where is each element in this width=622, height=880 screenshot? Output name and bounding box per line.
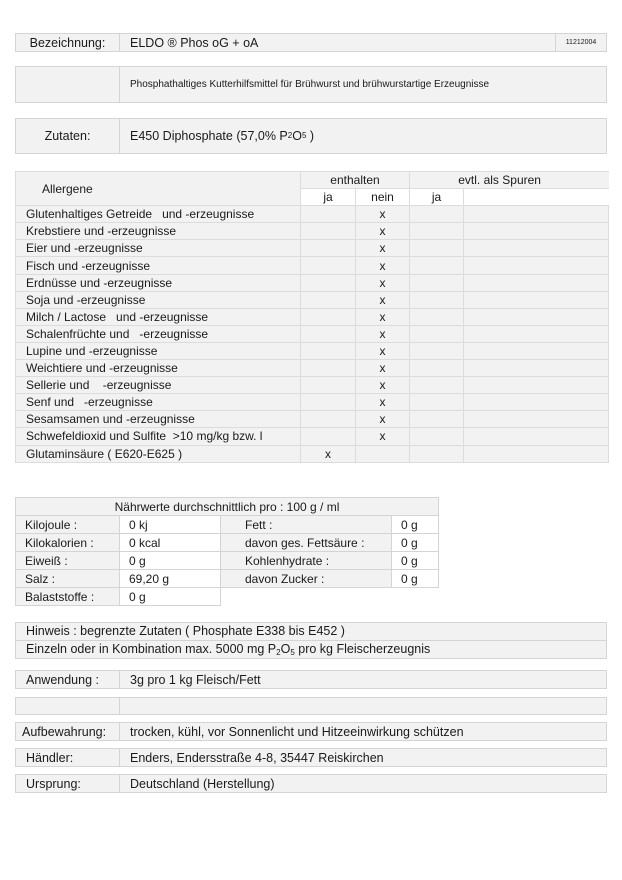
allergen-contained-no: x bbox=[356, 240, 410, 257]
allergen-contained-no: x bbox=[356, 274, 410, 291]
allergen-extra bbox=[464, 428, 609, 445]
allergen-name: Schwefeldioxid und Sulfite >10 mg/kg bzw. l bbox=[16, 428, 301, 445]
allergen-row bbox=[16, 308, 609, 325]
allergen-name: Erdnüsse und -erzeugnisse bbox=[16, 274, 301, 291]
usage-label: Anwendung : bbox=[16, 671, 120, 688]
allergen-traces-yes bbox=[410, 394, 464, 411]
group-traces bbox=[410, 172, 609, 189]
nutrition-label: Salz : bbox=[16, 570, 120, 588]
allergen-name: Sellerie und -erzeugnisse bbox=[16, 377, 301, 394]
hint-text: Einzeln oder in Kombination max. 5000 mg P bbox=[26, 642, 277, 656]
allergen-traces-yes bbox=[410, 411, 464, 428]
storage-row bbox=[15, 722, 607, 741]
allergen-contained-yes bbox=[301, 308, 356, 325]
allergen-contained-no: x bbox=[356, 342, 410, 359]
ingredients-text-mid: O bbox=[292, 129, 302, 143]
allergen-row bbox=[16, 291, 609, 308]
product-description: Phosphathaltiges Kutterhilfsmittel für Brühwurst und brühwurstartige Erzeugnisse bbox=[130, 79, 490, 90]
empty-row bbox=[15, 697, 607, 715]
allergen-contained-yes bbox=[301, 342, 356, 359]
allergen-contained-no: x bbox=[356, 411, 410, 428]
allergen-traces-yes bbox=[410, 223, 464, 240]
storage-value: trocken, kühl, vor Sonnenlicht und Hitzeeinwirkung schützen bbox=[130, 724, 464, 739]
allergen-traces-yes bbox=[410, 206, 464, 223]
hint-line-1: Hinweis : begrenzte Zutaten ( Phosphate E338 bis E452 ) bbox=[26, 624, 345, 638]
origin-row bbox=[15, 774, 607, 793]
nutrition-value: 69,20 g bbox=[120, 570, 221, 588]
allergen-traces-yes bbox=[410, 291, 464, 308]
allergen-name: Milch / Lactose und -erzeugnisse bbox=[16, 308, 301, 325]
nutrition-title: Nährwerte durchschnittlich pro : 100 g / ml bbox=[16, 498, 439, 516]
nutrition-row bbox=[16, 570, 439, 588]
allergen-row bbox=[16, 274, 609, 291]
allergen-contained-no: x bbox=[356, 360, 410, 377]
allergen-extra bbox=[464, 342, 609, 359]
allergen-traces-yes bbox=[410, 377, 464, 394]
nutrition-label-2: davon ges. Fettsäure : bbox=[221, 534, 392, 552]
ingredients-text-suffix: ) bbox=[306, 129, 315, 143]
nutrition-label: Balaststoffe : bbox=[16, 588, 120, 606]
hint-line-2 bbox=[16, 640, 606, 658]
allergen-row bbox=[16, 240, 609, 257]
allergen-row bbox=[16, 206, 609, 223]
allergen-contained-no: x bbox=[356, 377, 410, 394]
empty-label bbox=[16, 698, 120, 714]
nutrition-value: 0 kj bbox=[120, 516, 221, 534]
allergen-extra bbox=[464, 240, 609, 257]
nutrition-row bbox=[16, 516, 439, 534]
allergen-contained-yes bbox=[301, 325, 356, 342]
allergen-traces-yes bbox=[410, 240, 464, 257]
product-name-row bbox=[15, 33, 607, 52]
empty-value bbox=[120, 698, 606, 714]
allergen-name: Schalenfrüchte und -erzeugnisse bbox=[16, 325, 301, 342]
bezeichnung-label: Bezeichnung: bbox=[16, 34, 120, 51]
nutrition-value: 0 kcal bbox=[120, 534, 221, 552]
product-name: ELDO ® Phos oG + oA bbox=[130, 35, 259, 50]
dealer-value: Enders, Endersstraße 4-8, 35447 Reiskirchen bbox=[130, 750, 384, 765]
allergen-extra bbox=[464, 274, 609, 291]
allergen-contained-yes bbox=[301, 240, 356, 257]
dealer-label: Händler: bbox=[16, 749, 120, 766]
blank-cell bbox=[464, 189, 609, 206]
allergen-contained-yes bbox=[301, 394, 356, 411]
allergen-row bbox=[16, 325, 609, 342]
allergen-traces-yes bbox=[410, 360, 464, 377]
allergen-contained-no: x bbox=[356, 291, 410, 308]
allergen-extra bbox=[464, 377, 609, 394]
nutrition-value-2: 0 g bbox=[392, 552, 439, 570]
nutrition-row bbox=[16, 588, 439, 606]
group-contained: enthalten bbox=[301, 172, 410, 189]
allergen-table bbox=[15, 171, 609, 463]
hint-text-mid: O bbox=[280, 642, 291, 656]
allergen-name: Weichtiere und -erzeugnisse bbox=[16, 360, 301, 377]
allergen-name: Krebstiere und -erzeugnisse bbox=[16, 223, 301, 240]
allergen-traces-yes bbox=[410, 257, 464, 274]
allergen-contained-no: x bbox=[356, 223, 410, 240]
allergen-extra bbox=[464, 257, 609, 274]
ingredients-label: Zutaten: bbox=[16, 119, 120, 153]
allergen-contained-yes bbox=[301, 257, 356, 274]
allergen-traces-yes bbox=[410, 325, 464, 342]
allergen-traces-yes bbox=[410, 308, 464, 325]
col-yes: ja bbox=[301, 189, 356, 206]
allergen-name: Sesamsamen und -erzeugnisse bbox=[16, 411, 301, 428]
subscript: 5 bbox=[290, 648, 295, 657]
nutrition-row bbox=[16, 534, 439, 552]
allergen-extra bbox=[464, 223, 609, 240]
allergen-name: Glutaminsäure ( E620-E625 ) bbox=[16, 445, 301, 462]
allergen-contained-yes: x bbox=[301, 445, 356, 462]
allergen-extra bbox=[464, 445, 609, 462]
description-row bbox=[15, 66, 607, 103]
origin-value: Deutschland (Herstellung) bbox=[130, 776, 275, 791]
allergen-contained-yes bbox=[301, 377, 356, 394]
allergen-row bbox=[16, 223, 609, 240]
nutrition-value-2: 0 g bbox=[392, 534, 439, 552]
nutrition-table bbox=[15, 497, 439, 606]
allergen-contained-no: x bbox=[356, 325, 410, 342]
nutrition-label: Kilokalorien : bbox=[16, 534, 120, 552]
allergen-extra bbox=[464, 394, 609, 411]
allergen-row bbox=[16, 445, 609, 462]
nutrition-label-2: Fett : bbox=[221, 516, 392, 534]
col-no: nein bbox=[356, 189, 410, 206]
allergen-traces-yes bbox=[410, 445, 464, 462]
nutrition-value: 0 g bbox=[120, 588, 221, 606]
article-number: 11212004 bbox=[555, 34, 606, 51]
allergen-extra bbox=[464, 206, 609, 223]
allergen-contained-no: x bbox=[356, 206, 410, 223]
allergen-name: Eier und -erzeugnisse bbox=[16, 240, 301, 257]
allergen-contained-yes bbox=[301, 360, 356, 377]
allergen-extra bbox=[464, 308, 609, 325]
allergen-contained-yes bbox=[301, 411, 356, 428]
nutrition-label-2: davon Zucker : bbox=[221, 570, 392, 588]
allergen-row bbox=[16, 257, 609, 274]
allergen-contained-yes bbox=[301, 274, 356, 291]
nutrition-value-2: 0 g bbox=[392, 570, 439, 588]
usage-row bbox=[15, 670, 607, 689]
allergen-name: Fisch und -erzeugnisse bbox=[16, 257, 301, 274]
nutrition-label: Kilojoule : bbox=[16, 516, 120, 534]
dealer-row bbox=[15, 748, 607, 767]
storage-label: Aufbewahrung: bbox=[16, 723, 120, 740]
nutrition-value-2: 0 g bbox=[392, 516, 439, 534]
ingredients-value: E450 Diphosphate (57,0% P 2 O 5 ) bbox=[130, 129, 315, 143]
ingredients-text: E450 Diphosphate (57,0% P bbox=[130, 129, 288, 143]
allergen-contained-no bbox=[356, 445, 410, 462]
allergen-title: Allergene bbox=[16, 172, 301, 206]
group-traces-label: evtl. als Spuren bbox=[458, 173, 541, 188]
allergen-contained-yes bbox=[301, 223, 356, 240]
subscript: 2 bbox=[276, 648, 281, 657]
allergen-row bbox=[16, 428, 609, 445]
usage-value: 3g pro 1 kg Fleisch/Fett bbox=[130, 672, 261, 687]
allergen-contained-yes bbox=[301, 428, 356, 445]
allergen-row bbox=[16, 377, 609, 394]
allergen-contained-yes bbox=[301, 206, 356, 223]
allergen-name: Soja und -erzeugnisse bbox=[16, 291, 301, 308]
hint-box bbox=[15, 622, 607, 659]
allergen-name: Senf und -erzeugnisse bbox=[16, 394, 301, 411]
allergen-contained-no: x bbox=[356, 257, 410, 274]
allergen-traces-yes bbox=[410, 428, 464, 445]
allergen-extra bbox=[464, 325, 609, 342]
nutrition-empty bbox=[221, 588, 439, 606]
col-traces-yes: ja bbox=[410, 189, 464, 206]
allergen-traces-yes bbox=[410, 274, 464, 291]
hint-text-suffix: pro kg Fleischerzeugnis bbox=[294, 642, 431, 656]
nutrition-value: 0 g bbox=[120, 552, 221, 570]
nutrition-label: Eiweiß : bbox=[16, 552, 120, 570]
allergen-extra bbox=[464, 360, 609, 377]
allergen-name: Glutenhaltiges Getreide und -erzeugnisse bbox=[16, 206, 301, 223]
allergen-row bbox=[16, 360, 609, 377]
allergen-extra bbox=[464, 291, 609, 308]
origin-label: Ursprung: bbox=[16, 775, 120, 792]
nutrition-label-2: Kohlenhydrate : bbox=[221, 552, 392, 570]
allergen-name: Lupine und -erzeugnisse bbox=[16, 342, 301, 359]
allergen-row bbox=[16, 342, 609, 359]
description-label-empty bbox=[16, 67, 120, 102]
nutrition-row bbox=[16, 552, 439, 570]
allergen-contained-no: x bbox=[356, 428, 410, 445]
allergen-contained-no: x bbox=[356, 308, 410, 325]
ingredients-row bbox=[15, 118, 607, 154]
allergen-row bbox=[16, 394, 609, 411]
allergen-traces-yes bbox=[410, 342, 464, 359]
allergen-row bbox=[16, 411, 609, 428]
allergen-extra bbox=[464, 411, 609, 428]
allergen-contained-no: x bbox=[356, 394, 410, 411]
allergen-contained-yes bbox=[301, 291, 356, 308]
